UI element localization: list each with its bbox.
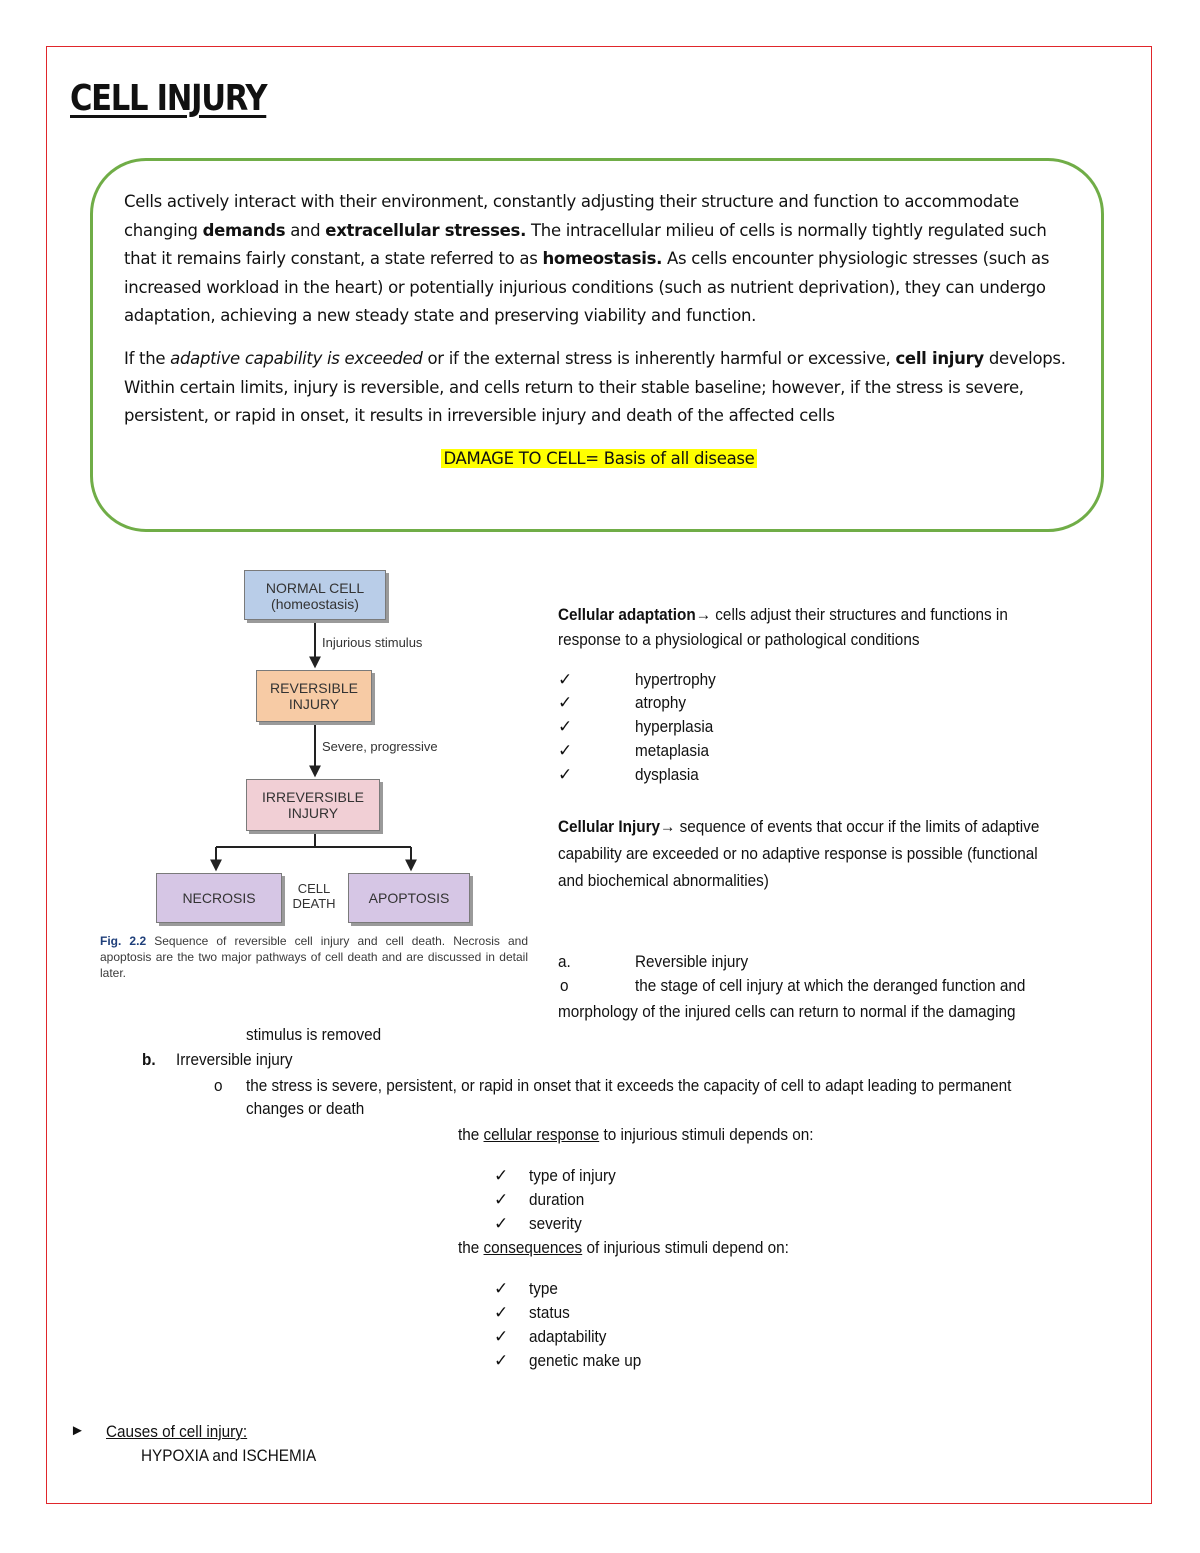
reversible-desc-line: morphology of the injured cells can return to normal if the damaging [558,1002,1016,1021]
adaptation-term: Cellular adaptation [558,605,696,624]
list-item: dysplasia [635,765,699,784]
cell-label: CELL [297,881,331,896]
intro-paragraph-1 [124,188,1074,331]
intro-text-span: The intracellular milieu of cells is normally tightly regulated such that it remains fairly constant, a state referred to as [124,220,1047,269]
check-icon: ✓ [558,670,573,689]
check-icon: ✓ [494,1279,509,1298]
intro-paragraph-2 [124,345,1074,431]
irreversible-injury-label: Irreversible injury [176,1050,293,1069]
irreversible-desc-line: changes or death [246,1099,365,1118]
list-item: severity [529,1214,582,1233]
term-extracellular-stresses: extracellular stresses. [325,220,527,240]
check-icon: ✓ [494,1303,509,1322]
check-icon: ✓ [494,1190,509,1209]
reversible-desc-line: stimulus is removed [246,1025,382,1044]
check-icon: ✓ [558,765,573,784]
list-item: atrophy [635,693,687,712]
reversible-label: REVERSIBLE [270,680,358,696]
response-pre: the [458,1125,484,1144]
right-arrow-icon: → [695,605,712,624]
term-homeostasis: homeostasis. [542,249,663,269]
check-icon: ✓ [558,741,573,760]
caption-text: Sequence of reversible cell injury and cell death. Necrosis and apoptosis are the two major pathways of cell death and are discussed in detail later. [100,934,529,980]
list-item: type of injury [529,1166,616,1185]
irreversible-label: IRREVERSIBLE [262,789,364,805]
figure-caption [100,933,528,981]
homeostasis-label: (homeostasis) [271,596,359,612]
triangle-bullet-icon: ► [70,1422,85,1439]
injury-label: INJURY [288,696,340,712]
causes-heading: Causes of cell injury: [106,1422,248,1441]
term-adaptive-capability: adaptive capability is exceeded [170,348,423,368]
check-icon: ✓ [494,1351,509,1370]
check-icon: ✓ [494,1214,509,1233]
cell-injury-figure [100,565,530,995]
check-icon: ✓ [494,1166,509,1185]
check-icon: ✓ [494,1327,509,1346]
consequences-heading [458,1238,789,1258]
injury-definition [558,813,1039,894]
adaptation-definition [558,602,1008,652]
highlighted-statement: DAMAGE TO CELL= Basis of all disease [443,448,755,468]
irreversible-desc-line: the stress is severe, persistent, or rapid in onset that it exceeds the capacity of cell to adapt leading to permanent [246,1076,1012,1095]
intro-text [124,188,1074,487]
response-post: to injurious stimuli depends on: [599,1125,814,1144]
intro-text-span: or if the external stress is inherently harmful or excessive, [422,348,896,368]
check-icon: ✓ [558,693,573,712]
consequences-post: of injurious stimuli depend on: [582,1238,789,1257]
injury-term: Cellular Injury [558,817,661,836]
response-heading [458,1125,814,1145]
injurious-stimulus-label: Injurious stimulus [322,635,423,650]
intro-text-span: develops. Within certain limits, injury is reversible, and cells return to their stable baseline; however, if the stress is severe, persistent, or rapid in onset, it results in irreversible injury and death of the affected cells [124,348,1066,426]
list-marker: a. [558,952,571,971]
list-item: status [529,1303,570,1322]
adaptation-def-line: response to a physiological or pathological conditions [558,630,920,649]
normal-cell-label: NORMAL CELL [265,580,365,596]
necrosis-box: NECROSIS [156,873,282,923]
adaptation-def-line: cells adjust their structures and functions in [711,605,1008,624]
consequences-term: consequences [483,1238,583,1257]
causes-subitem: HYPOXIA and ISCHEMIA [141,1446,317,1465]
highlight-line [124,445,1074,474]
figure-number: Fig. 2.2 [100,934,147,948]
reversible-injury-box [256,670,372,722]
irreversible-injury-box [246,779,380,831]
reversible-desc-line: the stage of cell injury at which the deranged function and [635,976,1026,995]
injury-def-line: sequence of events that occur if the limits of adaptive [675,817,1040,836]
severe-progressive-label: Severe, progressive [322,739,438,754]
injury-def-line: and biochemical abnormalities) [558,871,769,890]
page-title: CELL INJURY [70,78,267,119]
intro-text-span: and [285,220,326,240]
injury-label: INJURY [287,805,339,821]
reversible-injury-label: Reversible injury [635,952,749,971]
intro-text-span: Cells actively interact with their environment, constantly adjusting their structure and function to accommodate changing [124,192,1019,240]
list-marker: b. [142,1050,156,1069]
intro-text-span: If the [124,348,171,368]
injury-def-line: capability are exceeded or no adaptive response is possible (functional [558,844,1038,863]
response-term: cellular response [483,1125,600,1144]
right-arrow-icon: → [660,817,676,836]
death-label: DEATH [292,896,336,911]
list-item: adaptability [529,1327,607,1346]
consequences-pre: the [458,1238,484,1257]
cell-death-label [292,881,336,911]
list-item: duration [529,1190,585,1209]
list-item: hypertrophy [635,670,716,689]
apoptosis-box: APOPTOSIS [348,873,470,923]
list-item: genetic make up [529,1351,642,1370]
list-item: hyperplasia [635,717,714,736]
term-demands: demands [202,220,286,240]
term-cell-injury: cell injury [895,348,984,368]
bullet-o: o [560,976,569,995]
intro-text-span: As cells encounter physiologic stresses (such as increased workload in the heart) or potentially injurious conditions (such as nutrient deprivation), they can undergo adaptation, achieving a new steady state and preserving viability and function. [124,249,1050,326]
list-item: type [529,1279,558,1298]
normal-cell-box [244,570,386,620]
list-item: metaplasia [635,741,709,760]
bullet-o: o [214,1076,223,1095]
check-icon: ✓ [558,717,573,736]
